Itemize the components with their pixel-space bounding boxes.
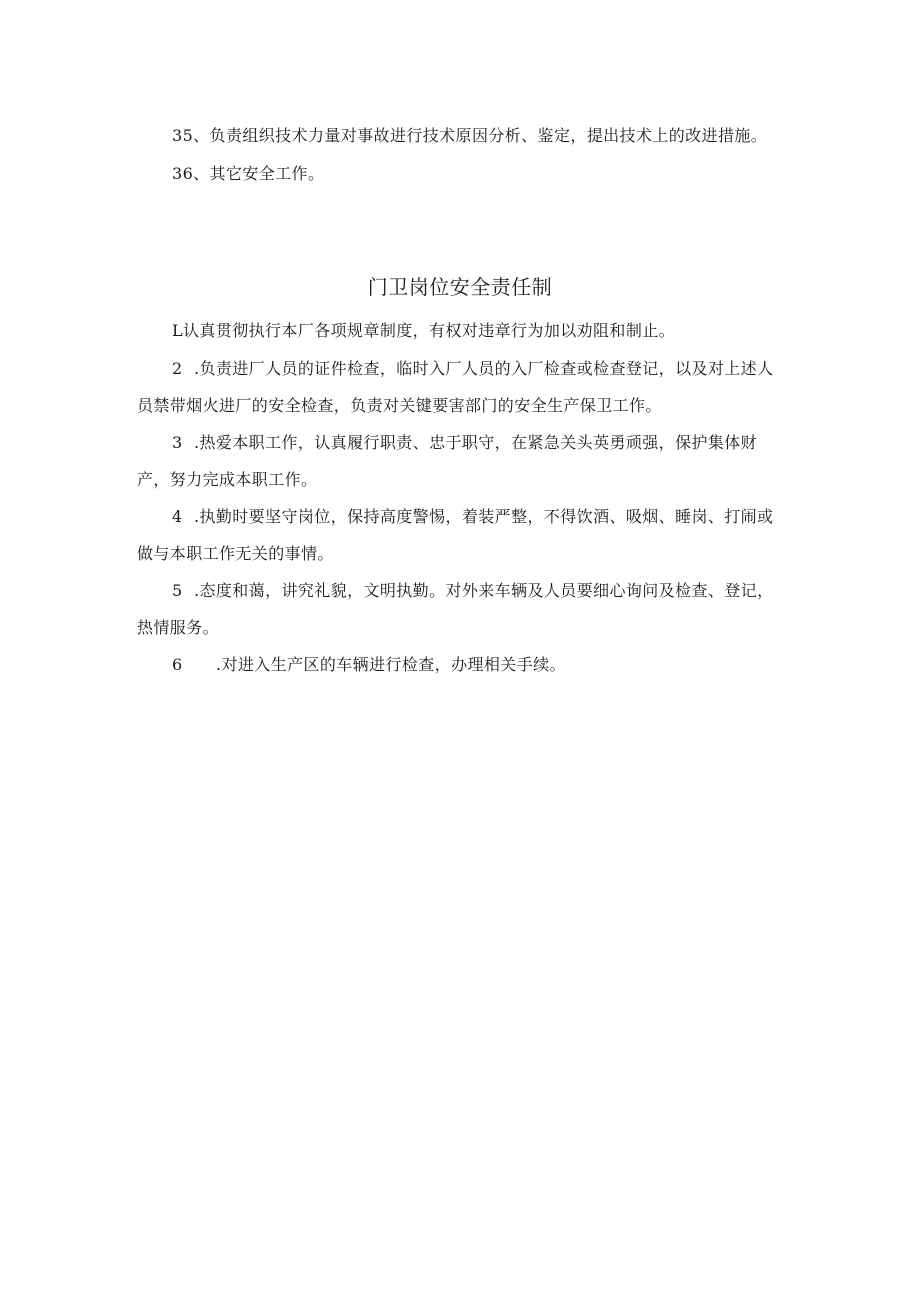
paragraph-item-5-line-2: 热情服务。 <box>137 618 220 637</box>
paragraph-item-4-line-2: 做与本职工作无关的事情。 <box>137 544 334 563</box>
item-number: 2 <box>172 359 183 378</box>
item-number: 4 <box>172 507 183 526</box>
paragraph-item-36: 36、其它安全工作。 <box>172 164 325 183</box>
item-text: .态度和蔼，讲究礼貌，文明执勤。对外来车辆及人员要细心询问及检查、登记， <box>194 581 774 600</box>
item-text: .负责进厂人员的证件检查，临时入厂人员的入厂检查或检查登记，以及对上述人 <box>194 359 774 378</box>
paragraph-item-35: 35、负责组织技术力量对事故进行技术原因分析、鉴定，提出技术上的改进措施。 <box>172 126 768 145</box>
item-number: 6 <box>172 655 183 674</box>
paragraph-item-2-line-1 <box>172 358 774 380</box>
paragraph-item-3-line-1 <box>172 432 757 454</box>
paragraph-item-3-line-2: 产，努力完成本职工作。 <box>137 470 318 489</box>
paragraph-item-2-line-2: 员禁带烟火进厂的安全检查，负责对关键要害部门的安全生产保卫工作。 <box>137 396 662 415</box>
item-text: .执勤时要坚守岗位，保持高度警惕，着装严整，不得饮酒、吸烟、睡岗、打闹或 <box>194 507 774 526</box>
item-number: 5 <box>172 581 183 600</box>
paragraph-item-6 <box>172 654 566 676</box>
paragraph-item-1: L认真贯彻执行本厂各项规章制度，有权对违章行为加以劝阻和制止。 <box>172 321 676 340</box>
item-text: .热爱本职工作，认真履行职责、忠于职守，在紧急关头英勇顽强，保护集体财 <box>194 433 758 452</box>
paragraph-item-4-line-1 <box>172 506 774 528</box>
item-number: 3 <box>172 433 183 452</box>
item-text: .对进入生产区的车辆进行检查，办理相关手续。 <box>216 655 566 674</box>
section-title: 门卫岗位安全责任制 <box>367 275 553 299</box>
paragraph-item-5-line-1 <box>172 580 774 602</box>
